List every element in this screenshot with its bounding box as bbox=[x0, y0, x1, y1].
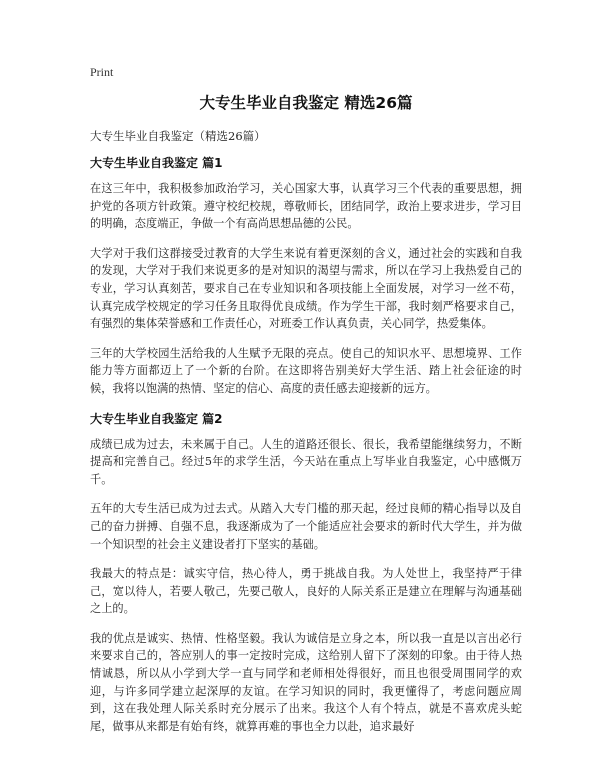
document-page bbox=[90, 64, 522, 747]
section-1 bbox=[90, 154, 522, 398]
paragraph: 五年的大专生活已成为过去式。从踏入大专门槛的那天起，经过良师的精心指导以及自己的奋力拼搏、自强不息，我逐渐成为了一个能适应社会要求的新时代大学生，并为做一个知识型的社会主义建设者打下坚实的基础。 bbox=[90, 502, 522, 551]
section-2 bbox=[90, 410, 522, 736]
document-subtitle: 大专生毕业自我鉴定（精选26篇） bbox=[90, 129, 266, 143]
paragraph: 我的优点是诚实、热情、性格坚毅。我认为诚信是立身之本，所以我一直是以言出必行来要求自己的，答应别人的事一定按时完成，这给别人留下了深刻的印象。由于待人热情诚恳，所以从小学到大学一直与同学和老师相处得很好，而且也很受周围同学的欢迎，与许多同学建立起深厚的友谊。在学习知识的同时，我更懂得了，考虑问题应周到，这在我处理人际关系时充分展示了出来。我这个人有个特点，就是不喜欢虎头蛇尾，做事从来都是有始有终，就算再难的事也全力以赴，追求最好 bbox=[90, 631, 522, 733]
print-link[interactable]: Print bbox=[90, 65, 114, 79]
paragraph: 我最大的特点是：诚实守信，热心待人，勇于挑战自我。为人处世上，我坚持严于律己，宽以待人，若要人敬己，先要己敬人，良好的人际关系正是建立在理解与沟通基础之上的。 bbox=[90, 567, 522, 616]
paragraph: 三年的大学校园生活给我的人生赋予无限的亮点。使自己的知识水平、思想境界、工作能力等方面都迈上了一个新的台阶。在这即将告别美好大学生活、踏上社会征途的时候，我将以饱满的热情、坚定的信心、高度的责任感去迎接新的远方。 bbox=[90, 346, 522, 395]
document-title: 大专生毕业自我鉴定 精选26篇 bbox=[199, 94, 413, 112]
paragraph: 在这三年中，我积极参加政治学习，关心国家大事，认真学习三个代表的重要思想，拥护党的各项方针政策。遵守校纪校规，尊敬师长，团结同学，政治上要求进步，学习目的明确，态度端正，争做一个有高尚思想品德的公民。 bbox=[90, 182, 522, 231]
paragraph: 大学对于我们这群接受过教育的大学生来说有着更深刻的含义，通过社会的实践和自我的发现，大学对于我们来说更多的是对知识的渴望与需求，所以在学习上我热爱自己的专业，学习认真刻苦，要求自己在专业知识和各项技能上全面发展，对学习一丝不苟，认真完成学校规定的学习任务且取得优良成绩。作为学生干部，我时刻严格要求自己，有强烈的集体荣誉感和工作责任心，对班委工作认真负责，关心同学，热爱集体。 bbox=[90, 246, 522, 331]
section-heading: 大专生毕业自我鉴定 篇1 bbox=[90, 156, 223, 170]
paragraph: 成绩已成为过去，未来属于自己。人生的道路还很长、很长，我希望能继续努力，不断提高和完善自己。经过5年的求学生活，今天站在重点上写毕业自我鉴定，心中感慨万千。 bbox=[90, 437, 522, 486]
section-heading: 大专生毕业自我鉴定 篇2 bbox=[90, 411, 223, 426]
